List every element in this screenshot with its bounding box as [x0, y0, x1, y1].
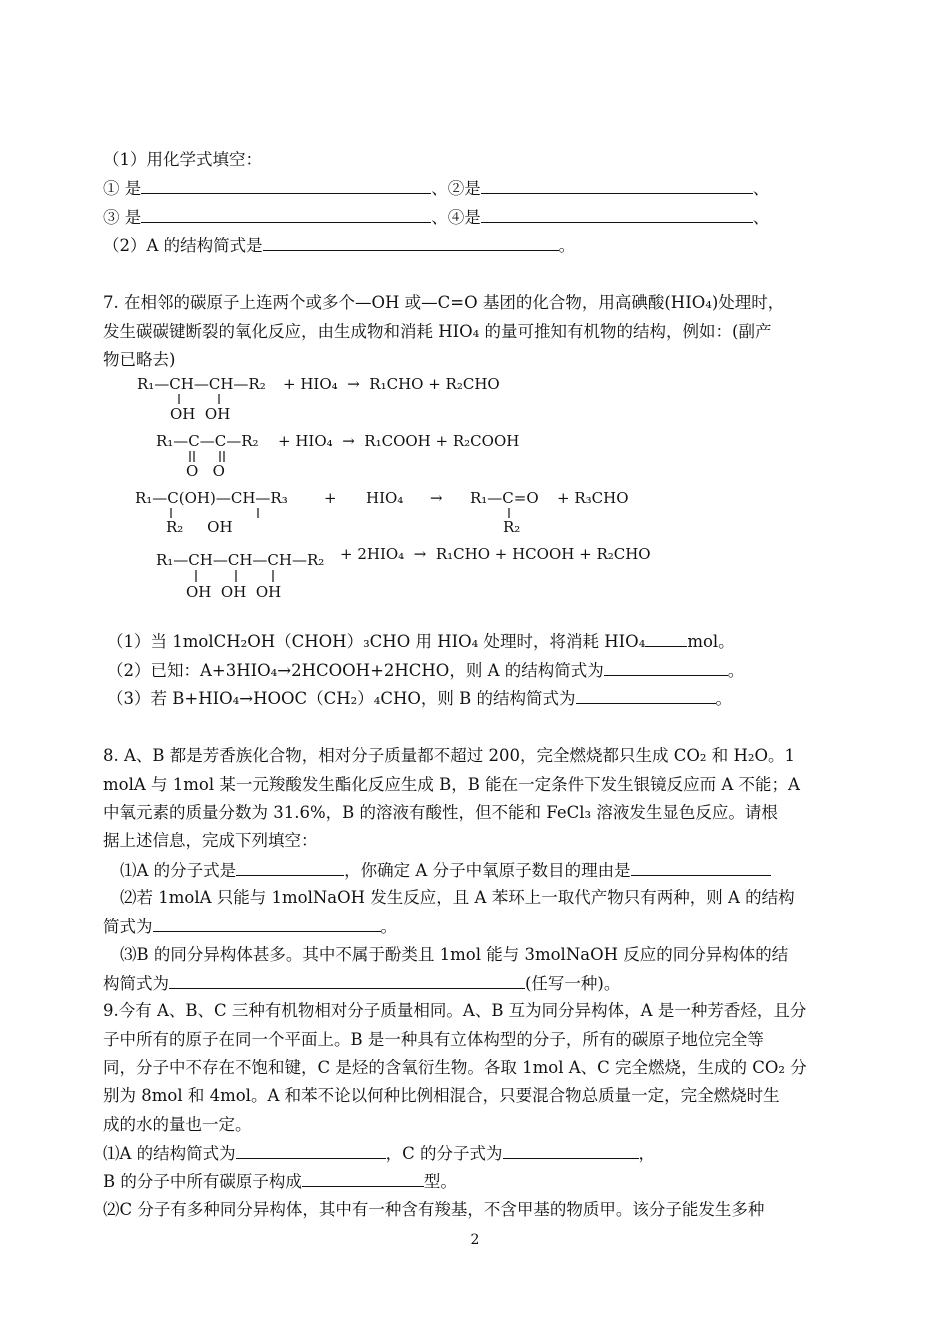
- q8-p2-line1: ⑵若 1molA 只能与 1molNaOH 发生反应，且 A 苯环上一取代产物只有两种，则 A 的结构: [120, 888, 795, 907]
- q7-r3-subs: R₂ OH: [166, 518, 233, 536]
- q9-p1-blank1[interactable]: [236, 1141, 386, 1159]
- q8-p1-blank2[interactable]: [631, 858, 771, 876]
- q6-part1: （1）用化学式填空：: [103, 150, 262, 169]
- q8-p2-blank[interactable]: [153, 914, 381, 932]
- q7-reaction-schemes: [0, 370, 950, 610]
- q8-p1: [120, 858, 771, 883]
- q7-r3-plus: +: [324, 489, 337, 507]
- q8-line1: 8. A、B 都是芳香族化合物，相对分子质量都不超过 200，完全燃烧都只生成 CO₂ 和 H₂O。1: [103, 746, 796, 765]
- q9-line4: 别为 8mol 和 4mol。A 和苯不论以何种比例相混合，只要混合物总质量一定，完全燃烧时生: [103, 1086, 780, 1105]
- q7-q3-blank[interactable]: [576, 686, 716, 704]
- q8-p2-text: 简式为: [103, 917, 153, 936]
- q7-r4-reactant: R₁—CH—CH—CH—R₂: [156, 551, 325, 569]
- q7-r4-rest: + 2HIO₄ → R₁CHO + HCOOH + R₂CHO: [340, 545, 651, 563]
- q7-stem-line1: 7. 在相邻的碳原子上连两个或多个—OH 或—C=O 基团的化合物，用高碘酸(HIO₄)处理时，: [103, 293, 785, 312]
- q6-blank-row-1: [103, 176, 769, 201]
- q8-p3-text: 构简式为: [103, 974, 169, 993]
- q9-p1: [103, 1141, 655, 1166]
- q9-p1-blank2[interactable]: [503, 1141, 639, 1159]
- q7-r2-reactant: R₁—C—C—R₂: [156, 432, 259, 450]
- q9-p1b-blank[interactable]: [302, 1169, 424, 1187]
- q7-r3-tail: + R₃CHO: [557, 489, 629, 507]
- q7-r1-subs: OH OH: [170, 405, 231, 423]
- q8-p3-end: (任写一种)。: [525, 974, 621, 993]
- q6-part2-end: 。: [558, 236, 576, 255]
- q6-blank4-label: 、④是: [431, 208, 481, 227]
- q8-p3-line1: ⑶B 的同分异构体甚多。其中不属于酚类且 1mol 能与 3molNaOH 反应的同分异构体的结: [120, 945, 789, 964]
- q6-blank2-label: 、②是: [431, 179, 481, 198]
- q8-line2: molA 与 1mol 某一元羧酸发生酯化反应生成 B，B 能在一定条件下发生银镜反应而 A 不能；A: [103, 775, 800, 794]
- q7-q1-text: （1）当 1molCH₂OH（CHOH）₃CHO 用 HIO₄ 处理时，将消耗 HIO₄: [107, 632, 646, 651]
- q9-p1b: [103, 1169, 457, 1194]
- q9-p1-end: ，: [638, 1144, 656, 1163]
- q7-q1: [107, 629, 735, 654]
- q9-line2: 子中所有的原子在同一个平面上。B 是一种具有立体构型的分子，所有的碳原子地位完全等: [103, 1030, 764, 1049]
- q9-p1-text: ⑴A 的结构简式为: [103, 1144, 236, 1163]
- q7-stem-line2: 发生碳碳键断裂的氧化反应，由生成物和消耗 HIO₄ 的量可推知有机物的结构，例如：(副产: [103, 322, 772, 341]
- q7-q3: [107, 686, 732, 711]
- q7-r3-product: R₁—C=O: [470, 489, 539, 507]
- q8-line4: 据上述信息，完成下列填空：: [103, 831, 318, 850]
- q7-q2-text: （2）已知：A+3HIO₄→2HCOOH+2HCHO，则 A 的结构简式为: [107, 661, 604, 680]
- q6-blank-row-2: [103, 205, 769, 230]
- q9-line5: 成的水的量也一定。: [103, 1115, 252, 1134]
- q8-p2-line2: [103, 914, 397, 939]
- q7-q2-blank[interactable]: [604, 658, 728, 676]
- q7-r3-reagent: HIO₄: [366, 489, 404, 507]
- q6-blank1[interactable]: [141, 176, 431, 194]
- q8-p1-blank1[interactable]: [236, 858, 344, 876]
- q7-stem-line3: 物已略去): [103, 350, 176, 369]
- q6-blank3-label: ③ 是: [103, 208, 142, 227]
- q7-r2-rest: + HIO₄ → R₁COOH + R₂COOH: [278, 432, 520, 450]
- q6-blank1-label: ① 是: [103, 179, 142, 198]
- q6-sep2: 、: [752, 208, 770, 227]
- q7-q1-blank[interactable]: [645, 629, 687, 647]
- q6-sep1: 、: [752, 179, 770, 198]
- q9-line3: 同，分子中不存在不饱和键，C 是烃的含氧衍生物。各取 1mol A、C 完全燃烧，生成的 CO₂ 分: [103, 1058, 807, 1077]
- q8-line3: 中氧元素的质量分数为 31.6%，B 的溶液有酸性，但不能和 FeCl₃ 溶液发生显色反应。请根: [103, 803, 778, 822]
- q8-p2-end: 。: [380, 917, 397, 936]
- q6-part2: [103, 233, 575, 258]
- q9-p2: ⑵C 分子有多种同分异构体，其中有一种含有羧基，不含甲基的物质甲。该分子能发生多种: [103, 1200, 765, 1219]
- q7-r3-reactant: R₁—C(OH)—CH—R₃: [135, 489, 288, 507]
- q6-part2-label: （2）A 的结构简式是: [103, 236, 263, 255]
- page-number: 2: [470, 1232, 480, 1248]
- q7-q2: [107, 658, 744, 683]
- q7-q3-end: 。: [715, 689, 733, 708]
- q7-q1-unit: mol。: [687, 632, 735, 651]
- q7-r1-reactant: R₁—CH—CH—R₂: [137, 375, 266, 393]
- q6-blank2[interactable]: [481, 176, 753, 194]
- q8-p3-blank[interactable]: [169, 971, 525, 989]
- q6-part2-blank[interactable]: [263, 233, 559, 251]
- q8-p3-line2: [103, 971, 620, 996]
- q8-p1-mid: ，你确定 A 分子中氧原子数目的理由是: [344, 861, 631, 880]
- q7-q3-text: （3）若 B+HIO₄→HOOC（CH₂）₄CHO，则 B 的结构简式为: [107, 689, 576, 708]
- q8-p1-text: ⑴A 的分子式是: [120, 861, 237, 880]
- q9-line1: 9.今有 A、B、C 三种有机物相对分子质量相同。A、B 互为同分异构体，A 是一种芳香烃，且分: [103, 1001, 807, 1020]
- q9-p1b-text: B 的分子中所有碳原子构成: [103, 1172, 302, 1191]
- q9-p1b-end: 型。: [423, 1172, 457, 1191]
- q7-r2-subs: O O: [186, 462, 225, 480]
- q9-p1-mid: ，C 的分子式为: [385, 1144, 503, 1163]
- q7-r3-product-sub: R₂: [503, 518, 521, 536]
- q7-r1-rest: + HIO₄ → R₁CHO + R₂CHO: [283, 375, 500, 393]
- q7-r3-arrow: →: [430, 489, 443, 507]
- q7-q2-end: 。: [727, 661, 745, 680]
- q6-blank4[interactable]: [481, 205, 753, 223]
- q7-r4-subs: OH OH OH: [186, 583, 282, 601]
- q6-blank3[interactable]: [141, 205, 431, 223]
